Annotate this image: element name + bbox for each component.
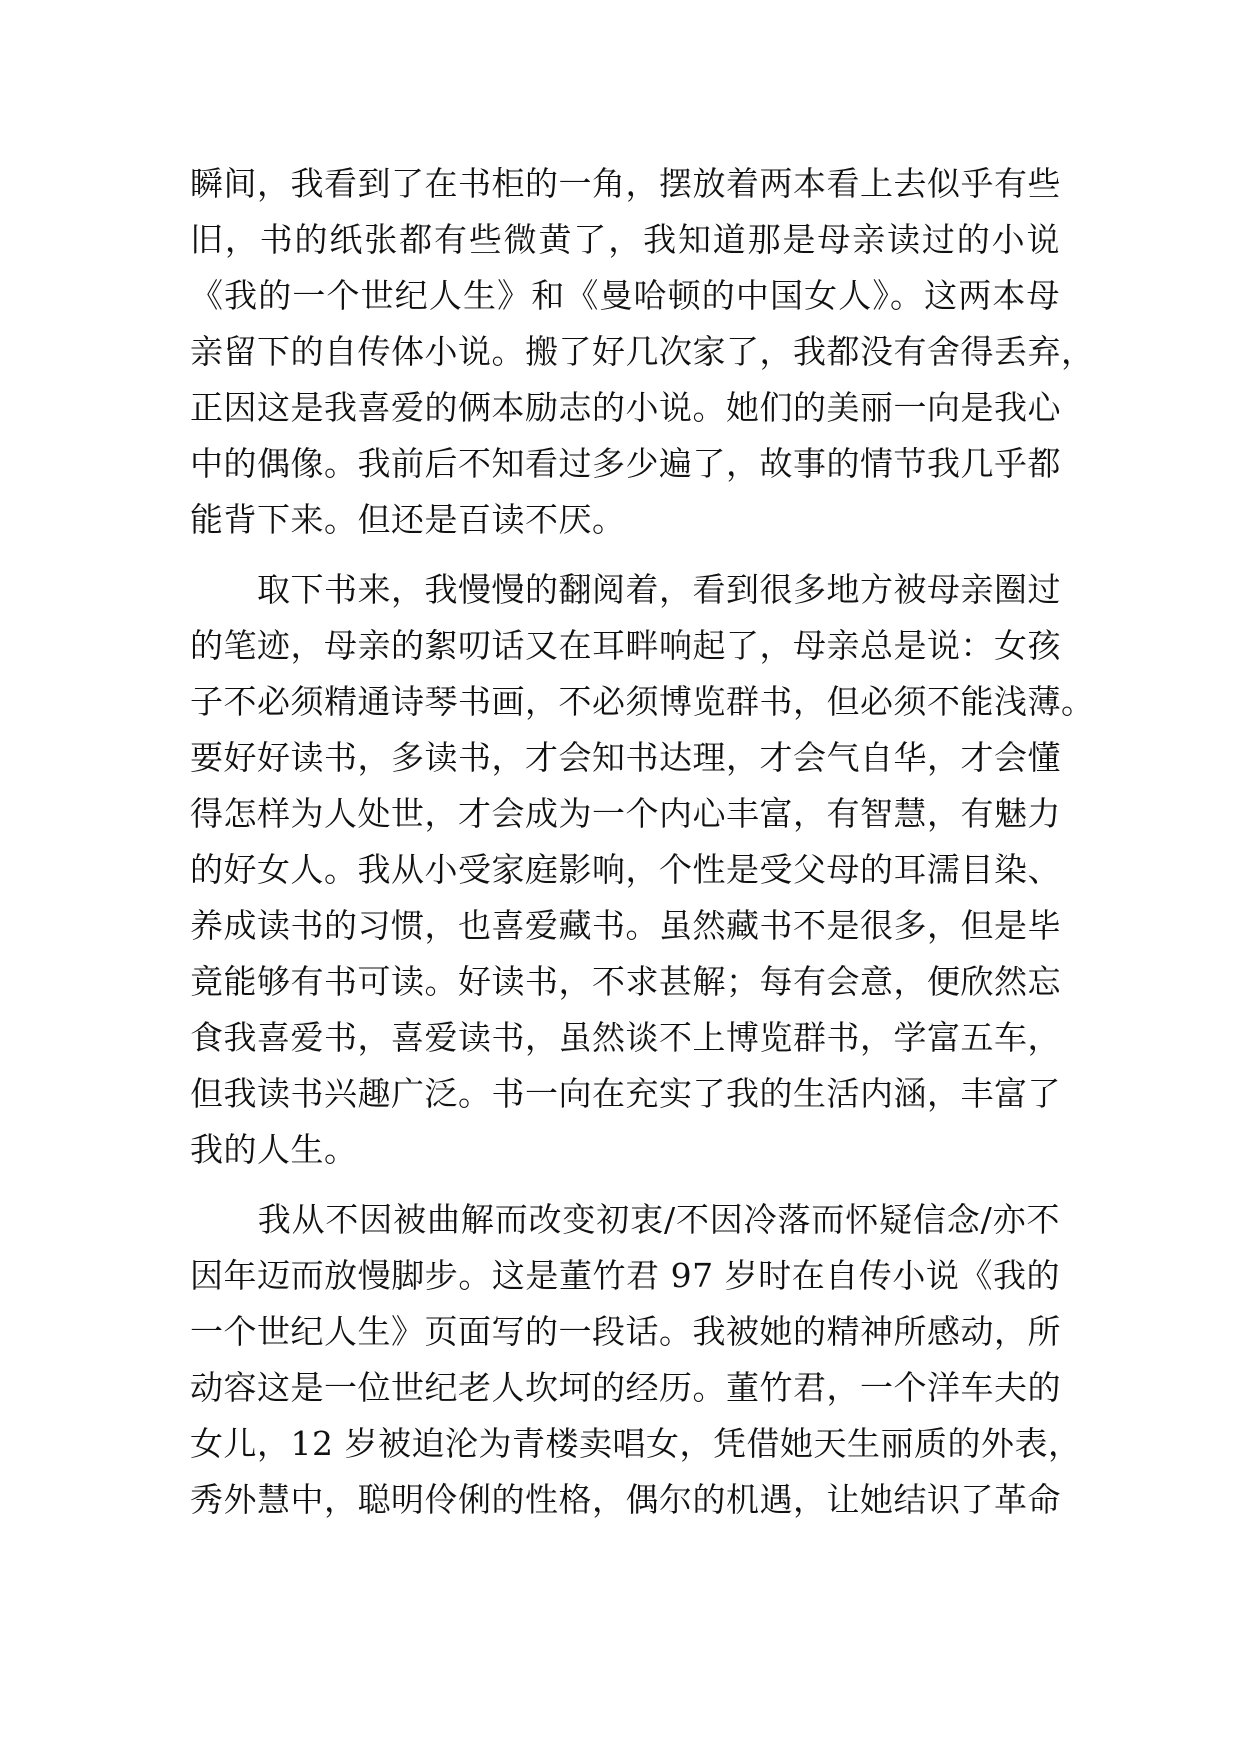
paragraph-1 [190, 156, 1095, 548]
text-line: 亲留下的自传体小说。搬了好几次家了，我都没有舍得丢弃， [190, 332, 1095, 371]
paragraph-spacer [190, 1178, 1060, 1192]
paragraph-2 [190, 562, 1095, 1178]
text-line: 子不必须精通诗琴书画，不必须博览群书，但必须不能浅薄。 [190, 682, 1095, 721]
text-line: 我从不因被曲解而改变初衷/不因冷落而怀疑信念/亦不 [190, 1200, 1060, 1239]
text-line: 动容这是一位世纪老人坎坷的经历。董竹君，一个洋车夫的 [190, 1368, 1061, 1407]
text-line: 女儿，12 岁被迫沦为青楼卖唱女，凭借她天生丽质的外表， [190, 1424, 1082, 1463]
text-line: 竟能够有书可读。好读书，不求甚解；每有会意，便欣然忘 [190, 962, 1061, 1001]
paragraph-spacer [190, 548, 1060, 562]
paragraph-3 [190, 1192, 1082, 1528]
text-line: 《我的一个世纪人生》和《曼哈顿的中国女人》。这两本母 [190, 276, 1060, 315]
text-line: 一个世纪人生》页面写的一段话。我被她的精神所感动，所 [190, 1312, 1061, 1351]
text-line: 中的偶像。我前后不知看过多少遍了，故事的情节我几乎都 [190, 444, 1061, 483]
text-line: 得怎样为人处世，才会成为一个内心丰富，有智慧，有魅力 [190, 794, 1061, 833]
text-line: 的笔迹，母亲的絮叨话又在耳畔响起了，母亲总是说：女孩 [190, 626, 1061, 665]
text-line: 旧，书的纸张都有些微黄了，我知道那是母亲读过的小说 [190, 220, 1060, 259]
text-line: 食我喜爱书，喜爱读书，虽然谈不上博览群书，学富五车， [190, 1018, 1061, 1057]
text-line: 正因这是我喜爱的俩本励志的小说。她们的美丽一向是我心 [190, 388, 1061, 427]
text-line: 要好好读书，多读书，才会知书达理，才会气自华，才会懂 [190, 738, 1061, 777]
text-line: 我的人生。 [190, 1130, 358, 1169]
text-line: 秀外慧中，聪明伶俐的性格，偶尔的机遇，让她结识了革命 [190, 1480, 1061, 1519]
text-line: 取下书来，我慢慢的翻阅着，看到很多地方被母亲圈过 [190, 570, 1061, 609]
document-body [190, 156, 1095, 1528]
text-line: 但我读书兴趣广泛。书一向在充实了我的生活内涵，丰富了 [190, 1074, 1061, 1113]
text-line: 因年迈而放慢脚步。这是董竹君 97 岁时在自传小说《我的 [190, 1256, 1060, 1295]
text-line: 养成读书的习惯，也喜爱藏书。虽然藏书不是很多，但是毕 [190, 906, 1061, 945]
text-line: 瞬间，我看到了在书柜的一角，摆放着两本看上去似乎有些 [190, 164, 1061, 203]
text-line: 的好女人。我从小受家庭影响，个性是受父母的耳濡目染、 [190, 850, 1061, 889]
text-line: 能背下来。但还是百读不厌。 [190, 500, 626, 539]
